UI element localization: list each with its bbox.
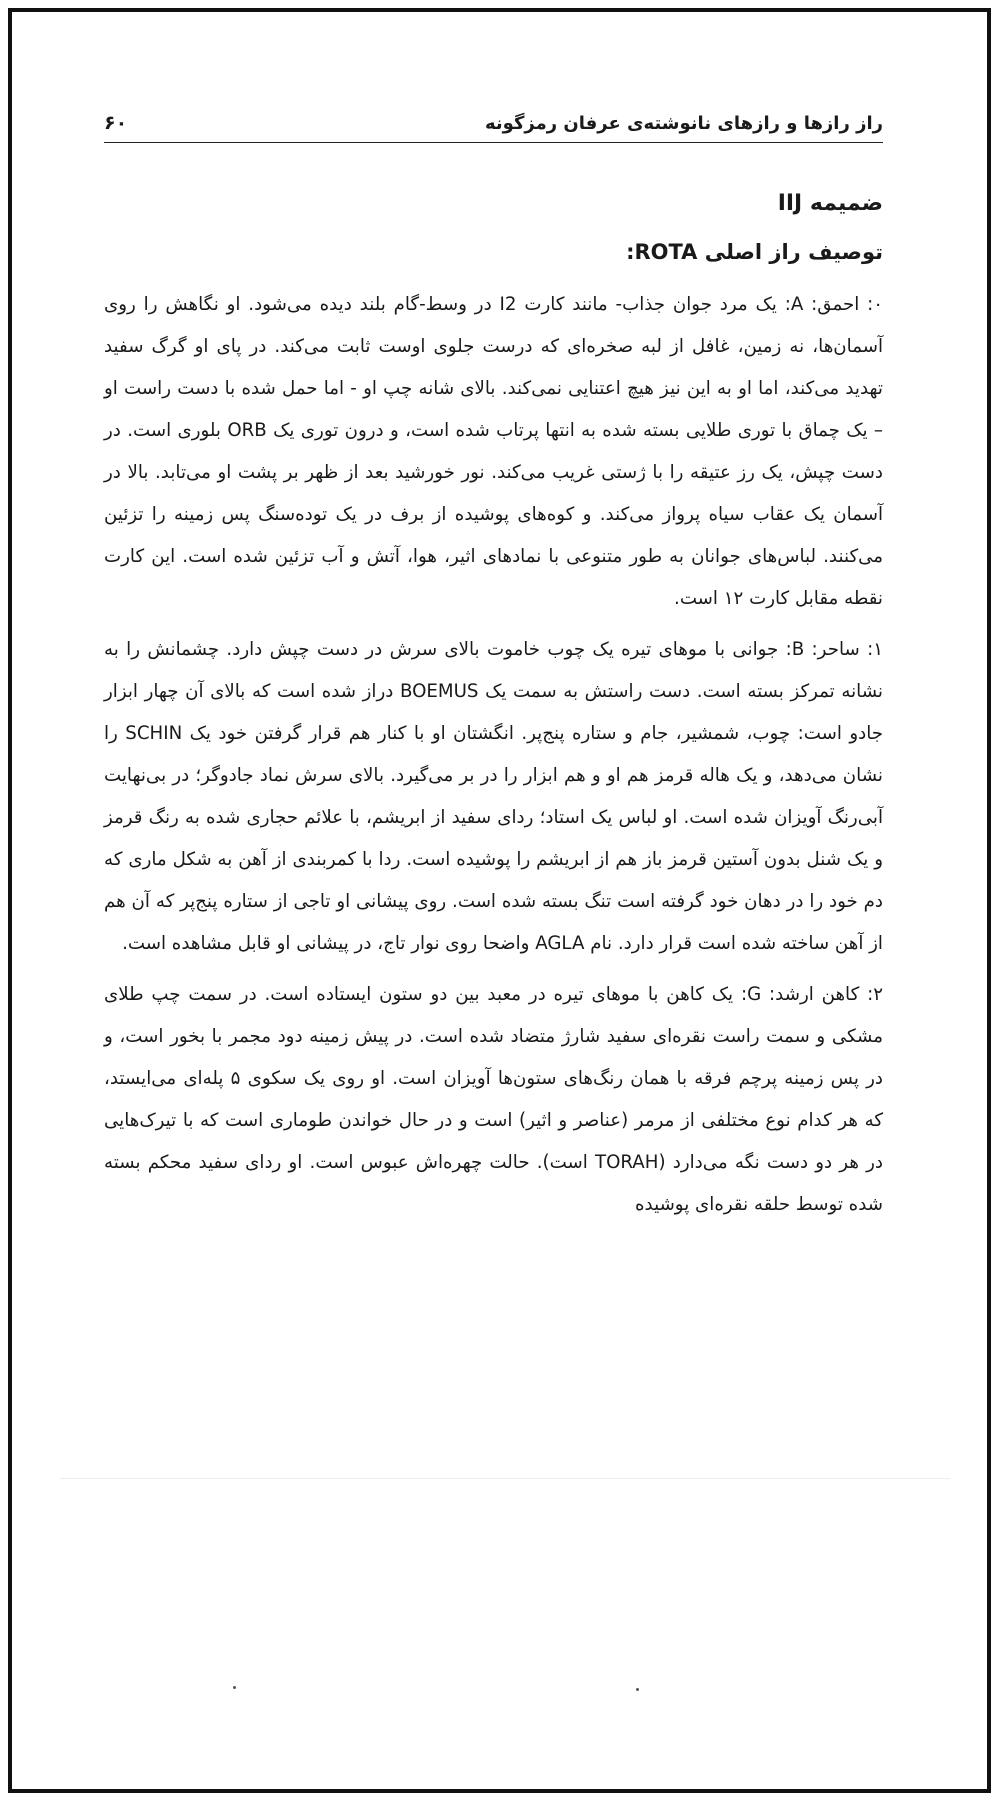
paragraph-magician: ۱: ساحر: B: جوانی با موهای تیره یک چوب خاموت بالای سرش در دست چپش دارد. چشمانش را به نشانه تمرکز بسته است. دست راستش به سمت یک BOEMUS دراز شده است که بالای آن چهار ابزار جادو است: چوب، شمشیر، جام و ستاره پنج‌پر. انگشتان او با کنار هم قرار گرفتن خود یک SCHIN را نشان می‌دهد، و یک هاله قرمز هم او و هم ابزار را در بر می‌گیرد. بالای سرش نماد جادوگر؛ در بی‌نهایت آبی‌رنگ آویزان شده است. او لباس یک استاد؛ ردای سفید از ابریشم، با علائم حجاری شده به رنگ قرمز و یک شنل بدون آستین قرمز باز هم از ابریشم را پوشیده است. ردا با کمربندی از آهن به شکل ماری که دم خود را در دهان خود گرفته است تنگ بسته شده است. روی پیشانی او تاجی از ستاره پنج‌پر که آن هم از آهن ساخته شده است قرار دارد. نام AGLA واضحا روی نوار تاج، در پیشانی او قابل مشاهده است. xyxy=(104,639,883,954)
running-header xyxy=(104,112,883,143)
scan-speck xyxy=(636,1688,639,1691)
appendix-title: ضمیمه IIJ xyxy=(777,191,883,216)
running-title: راز رازها و رازهای نانوشته‌ی عرفان رمزگونه xyxy=(484,113,883,134)
scan-speck xyxy=(233,1686,236,1689)
paragraph-high-priest: ۲: کاهن ارشد: G: یک کاهن با موهای تیره در معبد بین دو ستون ایستاده است. در سمت چپ طلای مشکی و سمت راست نقره‌ای سفید شارژ متضاد شده است. در پیش زمینه دود مجمر با بخور است، و در پس زمینه پرچم فرقه با همان رنگ‌های ستون‌ها آویزان است. او روی یک سکوی ۵ پله‌ای می‌ایستد، که هر کدام نوع مختلفی از مرمر (عناصر و اثیر) است و در حال خواندن طوماری است که با تیرک‌هایی در هر دو دست نگه می‌دارد (TORAH است). حالت چهره‌اش عبوس است. او ردای سفید محکم بسته شده توسط حلقه نقره‌ای پوشیده xyxy=(104,984,884,1215)
scan-artifact-line xyxy=(60,1478,950,1479)
book-page xyxy=(104,112,883,1235)
page-number: ۶۰ xyxy=(104,112,128,134)
section-title: توصیف راز اصلی ROTA: xyxy=(626,240,883,264)
paragraph-fool: ۰: احمق: A: یک مرد جوان جذاب- مانند کارت I2 در وسط-گام بلند دیده می‌شود. او نگاهش را روی آسمان‌ها، نه زمین، غافل از لبه صخره‌ای که درست جلوی اوست ثابت می‌کند. در پای او گرگ سفید تهدید می‌کند، اما او به این نیز هیچ اعتنایی نمی‌کند. بالای شانه چپ او - اما حمل شده با دست راست او – یک چماق با توری طلایی بسته شده به انتها پرتاب شده است، و درون توری یک ORB بلوری است. در دست چپش، یک رز عتیقه را با ژستی غریب می‌کند. نور خورشید بعد از ظهر بر پشت او می‌تابد. بالا در آسمان یک عقاب سیاه پرواز می‌کند. و کوه‌های پوشیده از برف در یک توده‌سنگ پس زمینه را تزئین می‌کنند. لباس‌های جوانان به طور متنوعی با نمادهای اثیر، هوا، آتش و آب تزئین شده است. این کارت نقطه مقابل کارت ۱۲ است. xyxy=(104,294,884,609)
